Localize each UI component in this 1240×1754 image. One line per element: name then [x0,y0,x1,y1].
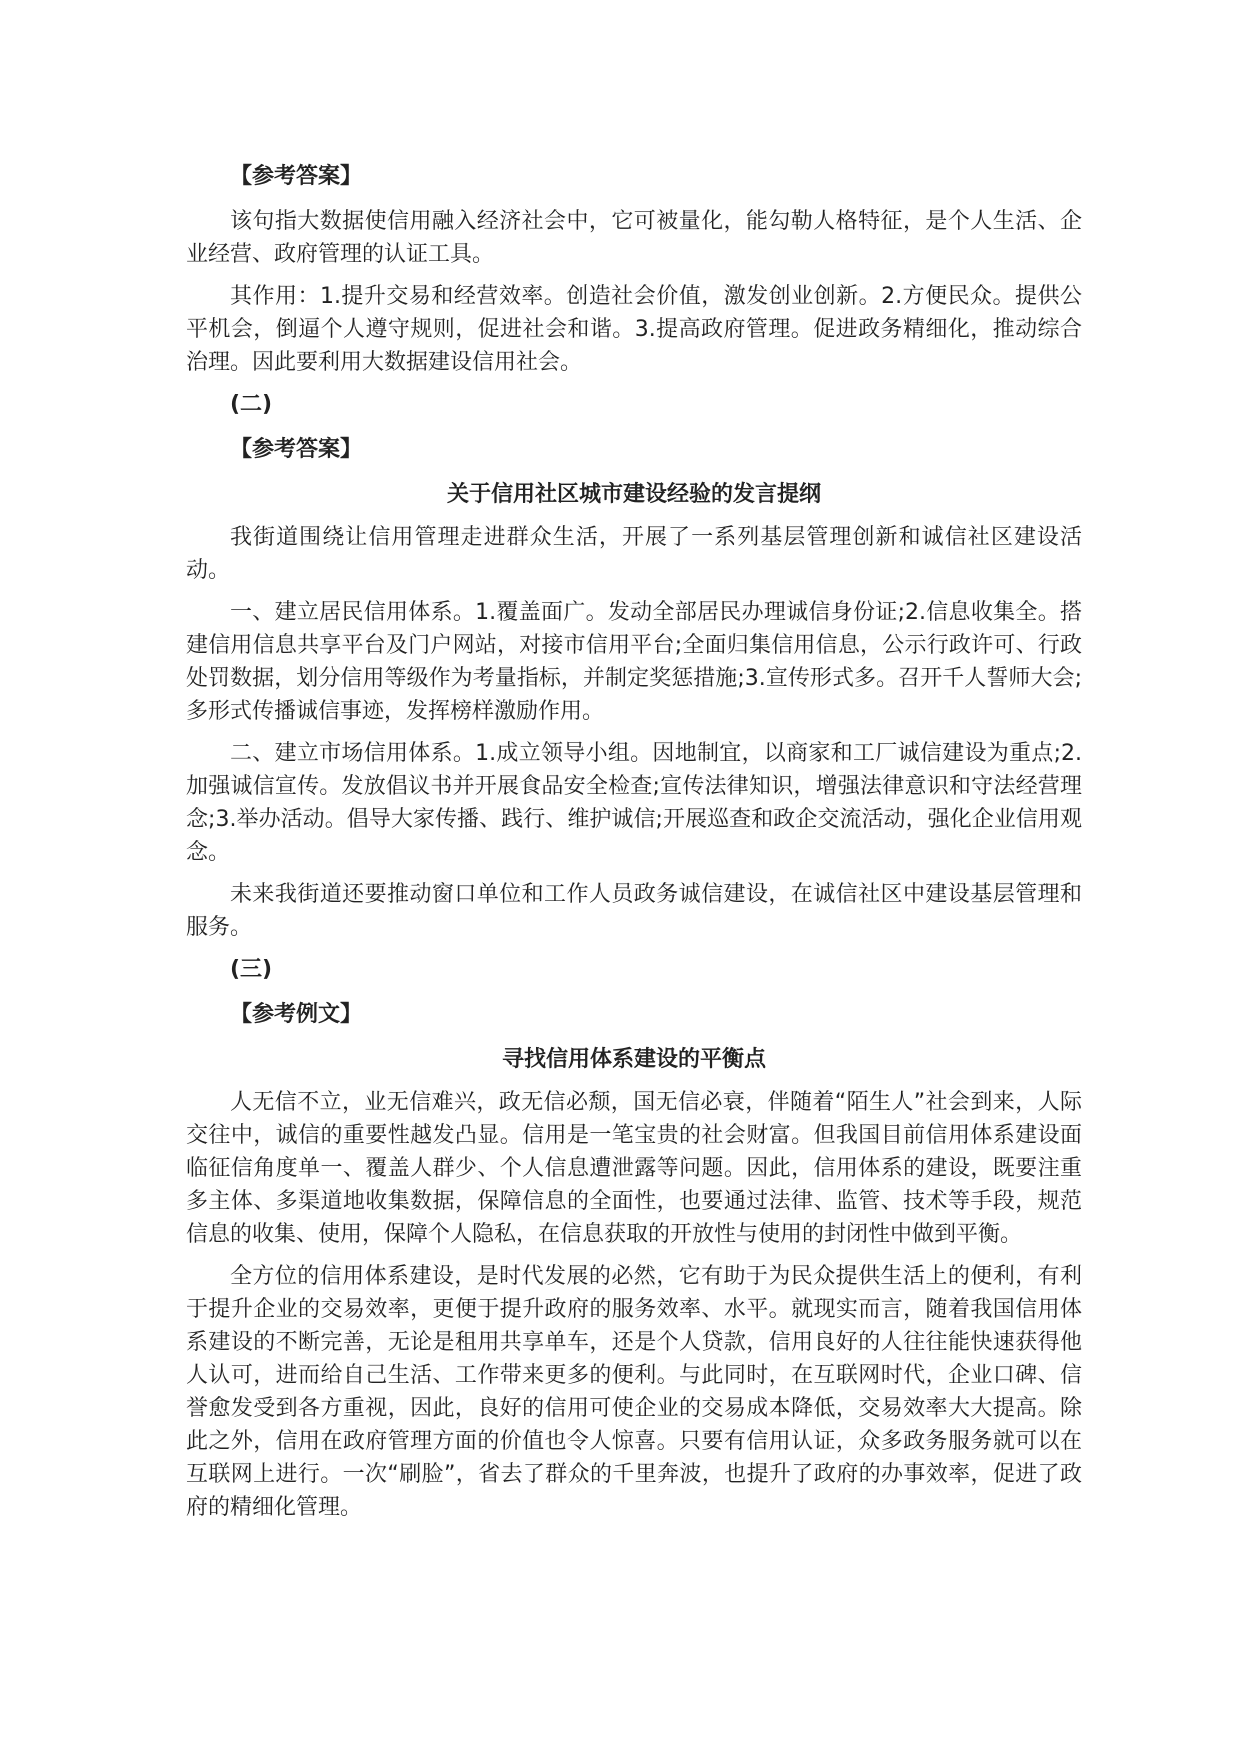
essay-title: 关于信用社区城市建设经验的发言提纲 [446,482,821,507]
paragraph: 人无信不立，业无信难兴，政无信必颓，国无信必衰，伴随着“陌生人”社会到来，人际交往中，诚信的重要性越发凸显。信用是一笔宝贵的社会财富。但我国目前信用体系建设面临征信角度单一、覆盖人群少、个人信息遭泄露等问题。因此，信用体系的建设，既要注重多主体、多渠道地收集数据，保障信息的全面性，也要通过法律、监管、技术等手段，规范信息的收集、使用，保障个人隐私，在信息获取的开放性与使用的封闭性中做到平衡。 [186,1090,1082,1247]
paragraph: 未来我街道还要推动窗口单位和工作人员政务诚信建设，在诚信社区中建设基层管理和服务。 [186,882,1082,940]
section-label: 【参考答案】 [230,437,363,462]
paragraph: 其作用：1.提升交易和经营效率。创造社会价值，激发创业创新。2.方便民众。提供公平机会，倒逼个人遵守规则，促进社会和谐。3.提高政府管理。促进政务精细化，推动综合治理。因此要利用大数据建设信用社会。 [186,284,1082,375]
paragraph: 我街道围绕让信用管理走进群众生活，开展了一系列基层管理创新和诚信社区建设活动。 [186,525,1082,583]
document-page [186,160,1082,1533]
essay-title: 寻找信用体系建设的平衡点 [501,1047,766,1072]
section-number: (三) [230,957,273,982]
paragraph: 一、建立居民信用体系。1.覆盖面广。发动全部居民办理诚信身份证;2.信息收集全。搭建信用信息共享平台及门户网站，对接市信用平台;全面归集信用信息，公示行政许可、行政处罚数据，划分信用等级作为考量指标，并制定奖惩措施;3.宣传形式多。召开千人誓师大会;多形式传播诚信事迹，发挥榜样激励作用。 [186,600,1082,724]
paragraph: 全方位的信用体系建设，是时代发展的必然，它有助于为民众提供生活上的便利，有利于提升企业的交易效率，更便于提升政府的服务效率、水平。就现实而言，随着我国信用体系建设的不断完善，无论是租用共享单车，还是个人贷款，信用良好的人往往能快速获得他人认可，进而给自己生活、工作带来更多的便利。与此同时，在互联网时代，企业口碑、信誉愈发受到各方重视，因此，良好的信用可使企业的交易成本降低，交易效率大大提高。除此之外，信用在政府管理方面的价值也令人惊喜。只要有信用认证，众多政务服务就可以在互联网上进行。一次“刷脸”，省去了群众的千里奔波，也提升了政府的办事效率，促进了政府的精细化管理。 [186,1264,1082,1520]
section-number: (二) [230,392,273,417]
section-label: 【参考答案】 [230,164,363,189]
section-label: 【参考例文】 [230,1002,363,1027]
paragraph: 二、建立市场信用体系。1.成立领导小组。因地制宜，以商家和工厂诚信建设为重点;2.加强诚信宣传。发放倡议书并开展食品安全检查;宣传法律知识，增强法律意识和守法经营理念;3.举办活动。倡导大家传播、践行、维护诚信;开展巡查和政企交流活动，强化企业信用观念。 [186,741,1082,865]
paragraph: 该句指大数据使信用融入经济社会中，它可被量化，能勾勒人格特征，是个人生活、企业经营、政府管理的认证工具。 [186,209,1082,267]
